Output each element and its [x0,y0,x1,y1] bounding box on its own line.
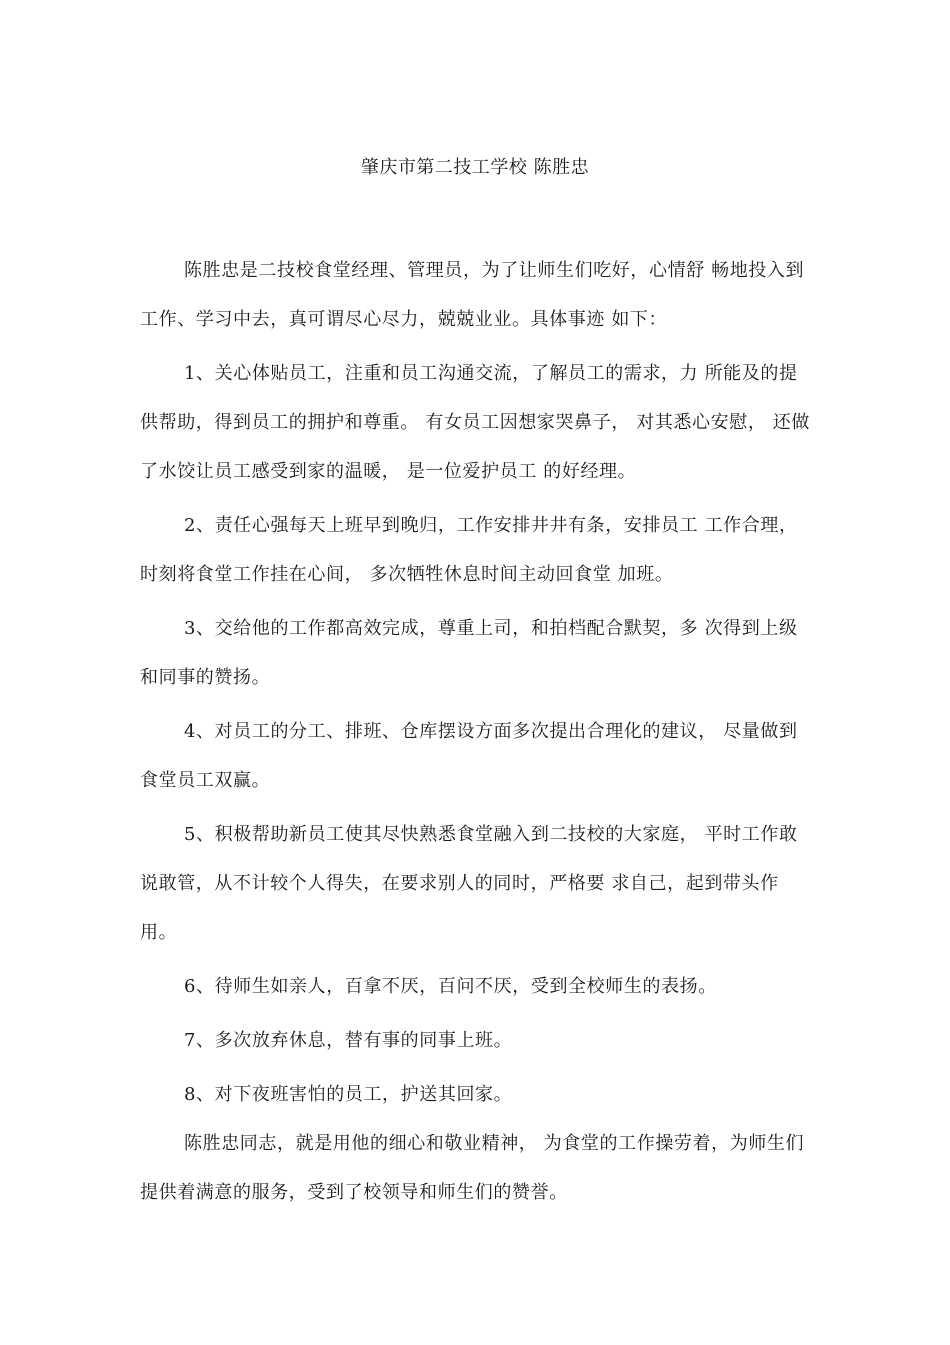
document-body [140,246,812,1217]
paragraph-item-6: 6、待师生如亲人，百拿不厌，百问不厌，受到全校师生的表扬。 [184,976,717,997]
paragraph-intro: 陈胜忠是二技校食堂经理、管理员，为了让师生们吃好，心情舒 畅地投入到工作、学习中去，真可谓尽心尽力，兢兢业业。具体事迹 如下： [140,260,805,330]
paragraph-conclusion: 陈胜忠同志，就是用他的细心和敬业精神， 为食堂的工作操劳着，为师生们提供着满意的服务，受到了校领导和师生们的赞誉。 [140,1133,805,1203]
paragraph-item-3: 3、交给他的工作都高效完成，尊重上司，和拍档配合默契，多 次得到上级和同事的赞扬。 [140,618,798,688]
paragraph-item-1: 1、关心体贴员工，注重和员工沟通交流，了解员工的需求，力 所能及的提供帮助，得到员工的拥护和尊重。 有女员工因想家哭鼻子， 对其悉心安慰， 还做了水饺让员工感受到家的温暖， 是一位爱护员工 的好经理。 [140,363,810,482]
paragraph-item-2: 2、责任心强每天上班早到晚归，工作安排井井有条，安排员工 工作合理， 时刻将食堂工作挂在心间， 多次牺牲休息时间主动回食堂 加班。 [140,515,804,585]
paragraph-item-7: 7、多次放弃休息，替有事的同事上班。 [184,1030,513,1051]
paragraph-item-8: 8、对下夜班害怕的员工，护送其回家。 [184,1084,513,1105]
document-title: 肇庆市第二技工学校 陈胜忠 [360,157,590,178]
paragraph-item-5: 5、积极帮助新员工使其尽快熟悉食堂融入到二技校的大家庭， 平时工作敢说敢管，从不计较个人得失，在要求别人的同时，严格要 求自己，起到带头作用。 [140,824,798,943]
paragraph-item-4: 4、对员工的分工、排班、仓库摆设方面多次提出合理化的建议， 尽量做到食堂员工双赢。 [140,721,798,791]
